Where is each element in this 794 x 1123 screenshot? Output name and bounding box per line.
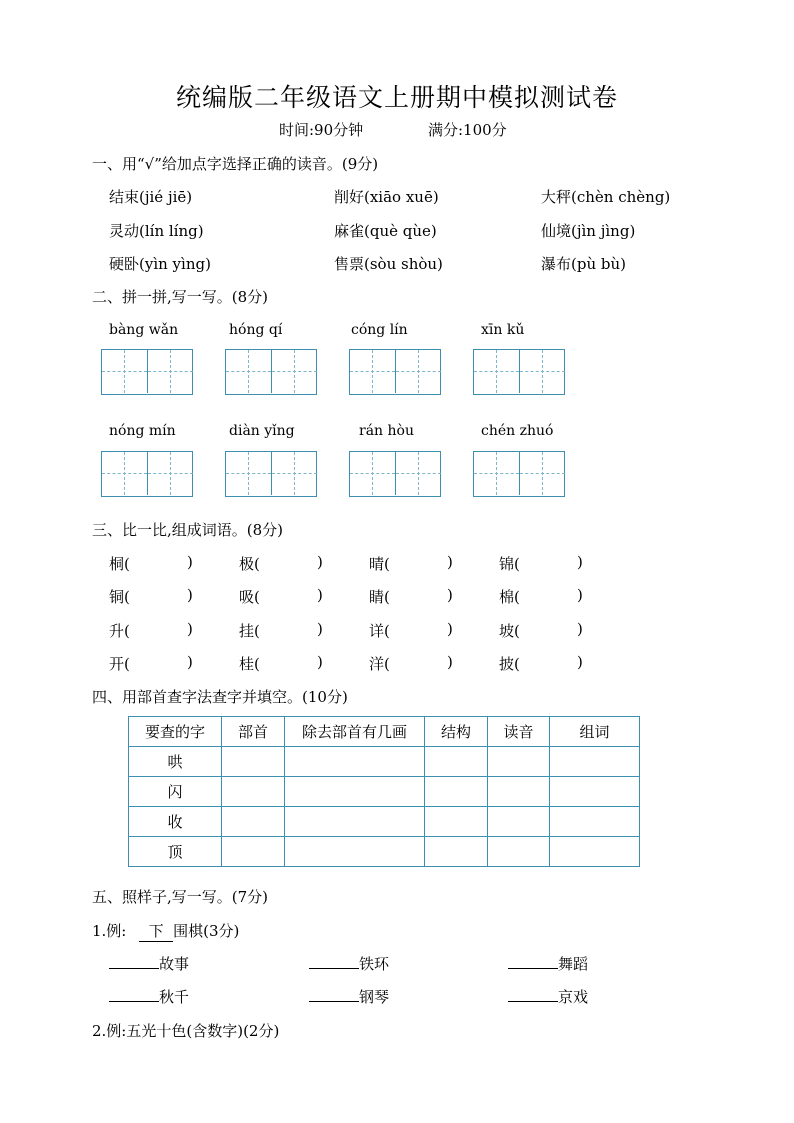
close-paren: ) <box>447 553 453 571</box>
lookup-char: 哄 <box>129 747 222 777</box>
writing-grid[interactable] <box>349 451 441 497</box>
header-cell: 结构 <box>425 717 488 747</box>
compare-char: 铜( <box>109 588 130 606</box>
writing-grid[interactable] <box>473 451 565 497</box>
example-prefix: 1.例: <box>92 922 127 940</box>
fill-blank[interactable] <box>309 954 359 969</box>
close-paren: ) <box>187 653 193 671</box>
answer-cell[interactable] <box>550 777 640 807</box>
answer-cell[interactable] <box>550 807 640 837</box>
writing-grid[interactable] <box>349 349 441 395</box>
compare-char: 详( <box>369 622 390 640</box>
s1-item: 仙境(jìn jìng) <box>541 222 636 240</box>
table-row <box>129 807 640 837</box>
answer-cell[interactable] <box>285 807 425 837</box>
compare-char: 棉( <box>499 588 520 606</box>
close-paren: ) <box>447 620 453 638</box>
lookup-char: 闪 <box>129 777 222 807</box>
header-cell: 要查的字 <box>129 717 222 747</box>
fill-word: 铁环 <box>359 955 390 973</box>
answer-cell[interactable] <box>285 777 425 807</box>
answer-cell[interactable] <box>550 747 640 777</box>
s1-item: 瀑布(pù bù) <box>541 255 626 273</box>
section-2-heading: 二、拼一拼,写一写。(8分) <box>92 288 269 306</box>
answer-cell[interactable] <box>550 837 640 867</box>
s1-item: 大秤(chèn chèng) <box>541 188 671 206</box>
pinyin-label: chén zhuó <box>481 423 554 439</box>
answer-cell[interactable] <box>425 807 488 837</box>
writing-grid[interactable] <box>101 451 193 497</box>
s1-item: 硬卧(yìn yìng) <box>109 255 211 273</box>
pinyin-label: xīn kǔ <box>481 322 525 338</box>
section-1-heading: 一、用“√”给加点字选择正确的读音。(9分) <box>92 155 379 173</box>
compare-char: 坡( <box>499 622 520 640</box>
answer-cell[interactable] <box>425 837 488 867</box>
answer-cell[interactable] <box>222 747 285 777</box>
header-cell: 除去部首有几画 <box>285 717 425 747</box>
compare-char: 晴( <box>369 555 390 573</box>
compare-char: 升( <box>109 622 130 640</box>
header-cell: 读音 <box>488 717 550 747</box>
section-3-heading: 三、比一比,组成词语。(8分) <box>92 521 284 539</box>
compare-char: 披( <box>499 655 520 673</box>
fill-word: 钢琴 <box>359 988 390 1006</box>
fill-blank[interactable] <box>109 987 159 1002</box>
compare-char: 锦( <box>499 555 520 573</box>
close-paren: ) <box>317 620 323 638</box>
close-paren: ) <box>187 553 193 571</box>
pinyin-label: diàn yǐng <box>229 423 295 439</box>
answer-cell[interactable] <box>488 807 550 837</box>
fill-item <box>309 953 389 974</box>
close-paren: ) <box>577 586 583 604</box>
close-paren: ) <box>187 620 193 638</box>
fill-item <box>309 986 389 1007</box>
compare-char: 桐( <box>109 555 130 573</box>
time-label: 时间:90分钟 <box>279 121 364 139</box>
fill-blank[interactable] <box>109 954 159 969</box>
table-row <box>129 777 640 807</box>
table-header-row <box>129 717 640 747</box>
close-paren: ) <box>447 653 453 671</box>
close-paren: ) <box>187 586 193 604</box>
answer-cell[interactable] <box>425 747 488 777</box>
fill-blank[interactable] <box>508 954 558 969</box>
writing-grid[interactable] <box>101 349 193 395</box>
section-4-heading: 四、用部首查字法查字并填空。(10分) <box>92 688 348 706</box>
answer-cell[interactable] <box>222 777 285 807</box>
s1-item: 灵动(lín líng) <box>109 222 204 240</box>
compare-char: 睛( <box>369 588 390 606</box>
lookup-char: 顶 <box>129 837 222 867</box>
answer-cell[interactable] <box>488 837 550 867</box>
s1-item: 结束(jié jiē) <box>109 188 193 206</box>
close-paren: ) <box>317 653 323 671</box>
answer-cell[interactable] <box>285 747 425 777</box>
radical-lookup-table <box>128 716 640 867</box>
example-suffix: 围棋(3分) <box>173 922 240 940</box>
example-2: 2.例:五光十色(含数字)(2分) <box>92 1022 280 1040</box>
close-paren: ) <box>317 586 323 604</box>
fill-item <box>508 986 588 1007</box>
s1-item: 削好(xiāo xuē) <box>334 188 439 206</box>
compare-char: 桂( <box>239 655 260 673</box>
pinyin-label: hóng qí <box>229 322 283 338</box>
compare-char: 吸( <box>239 588 260 606</box>
writing-grid[interactable] <box>225 349 317 395</box>
compare-char: 挂( <box>239 622 260 640</box>
close-paren: ) <box>577 653 583 671</box>
fill-word: 舞蹈 <box>558 955 589 973</box>
s1-item: 麻雀(què qùe) <box>334 222 437 240</box>
section-5-heading: 五、照样子,写一写。(7分) <box>92 888 269 906</box>
table-row <box>129 837 640 867</box>
pinyin-label: cóng lín <box>351 322 408 338</box>
score-label: 满分:100分 <box>428 121 507 139</box>
fill-blank[interactable] <box>508 987 558 1002</box>
compare-char: 开( <box>109 655 130 673</box>
writing-grid[interactable] <box>473 349 565 395</box>
fill-word: 故事 <box>159 955 190 973</box>
pinyin-label: rán hòu <box>359 423 414 439</box>
pinyin-label: nóng mín <box>109 423 176 439</box>
answer-cell[interactable] <box>488 777 550 807</box>
header-cell: 部首 <box>222 717 285 747</box>
close-paren: ) <box>447 586 453 604</box>
fill-word: 秋千 <box>159 988 190 1006</box>
close-paren: ) <box>317 553 323 571</box>
page-title: 统编版二年级语文上册期中模拟测试卷 <box>175 83 618 112</box>
fill-item <box>109 986 189 1007</box>
compare-char: 极( <box>239 555 260 573</box>
compare-char: 洋( <box>369 655 390 673</box>
close-paren: ) <box>577 620 583 638</box>
table-row <box>129 747 640 777</box>
fill-word: 京戏 <box>558 988 589 1006</box>
example-char: 下 <box>139 920 173 942</box>
answer-cell[interactable] <box>488 747 550 777</box>
fill-blank[interactable] <box>309 987 359 1002</box>
example-1 <box>92 920 239 942</box>
close-paren: ) <box>577 553 583 571</box>
pinyin-label: bàng wǎn <box>109 322 179 338</box>
header-cell: 组词 <box>550 717 640 747</box>
answer-cell[interactable] <box>222 837 285 867</box>
answer-cell[interactable] <box>425 777 488 807</box>
fill-item <box>109 953 189 974</box>
lookup-char: 收 <box>129 807 222 837</box>
s1-item: 售票(sòu shòu) <box>334 255 443 273</box>
fill-item <box>508 953 588 974</box>
writing-grid[interactable] <box>225 451 317 497</box>
answer-cell[interactable] <box>222 807 285 837</box>
answer-cell[interactable] <box>285 837 425 867</box>
